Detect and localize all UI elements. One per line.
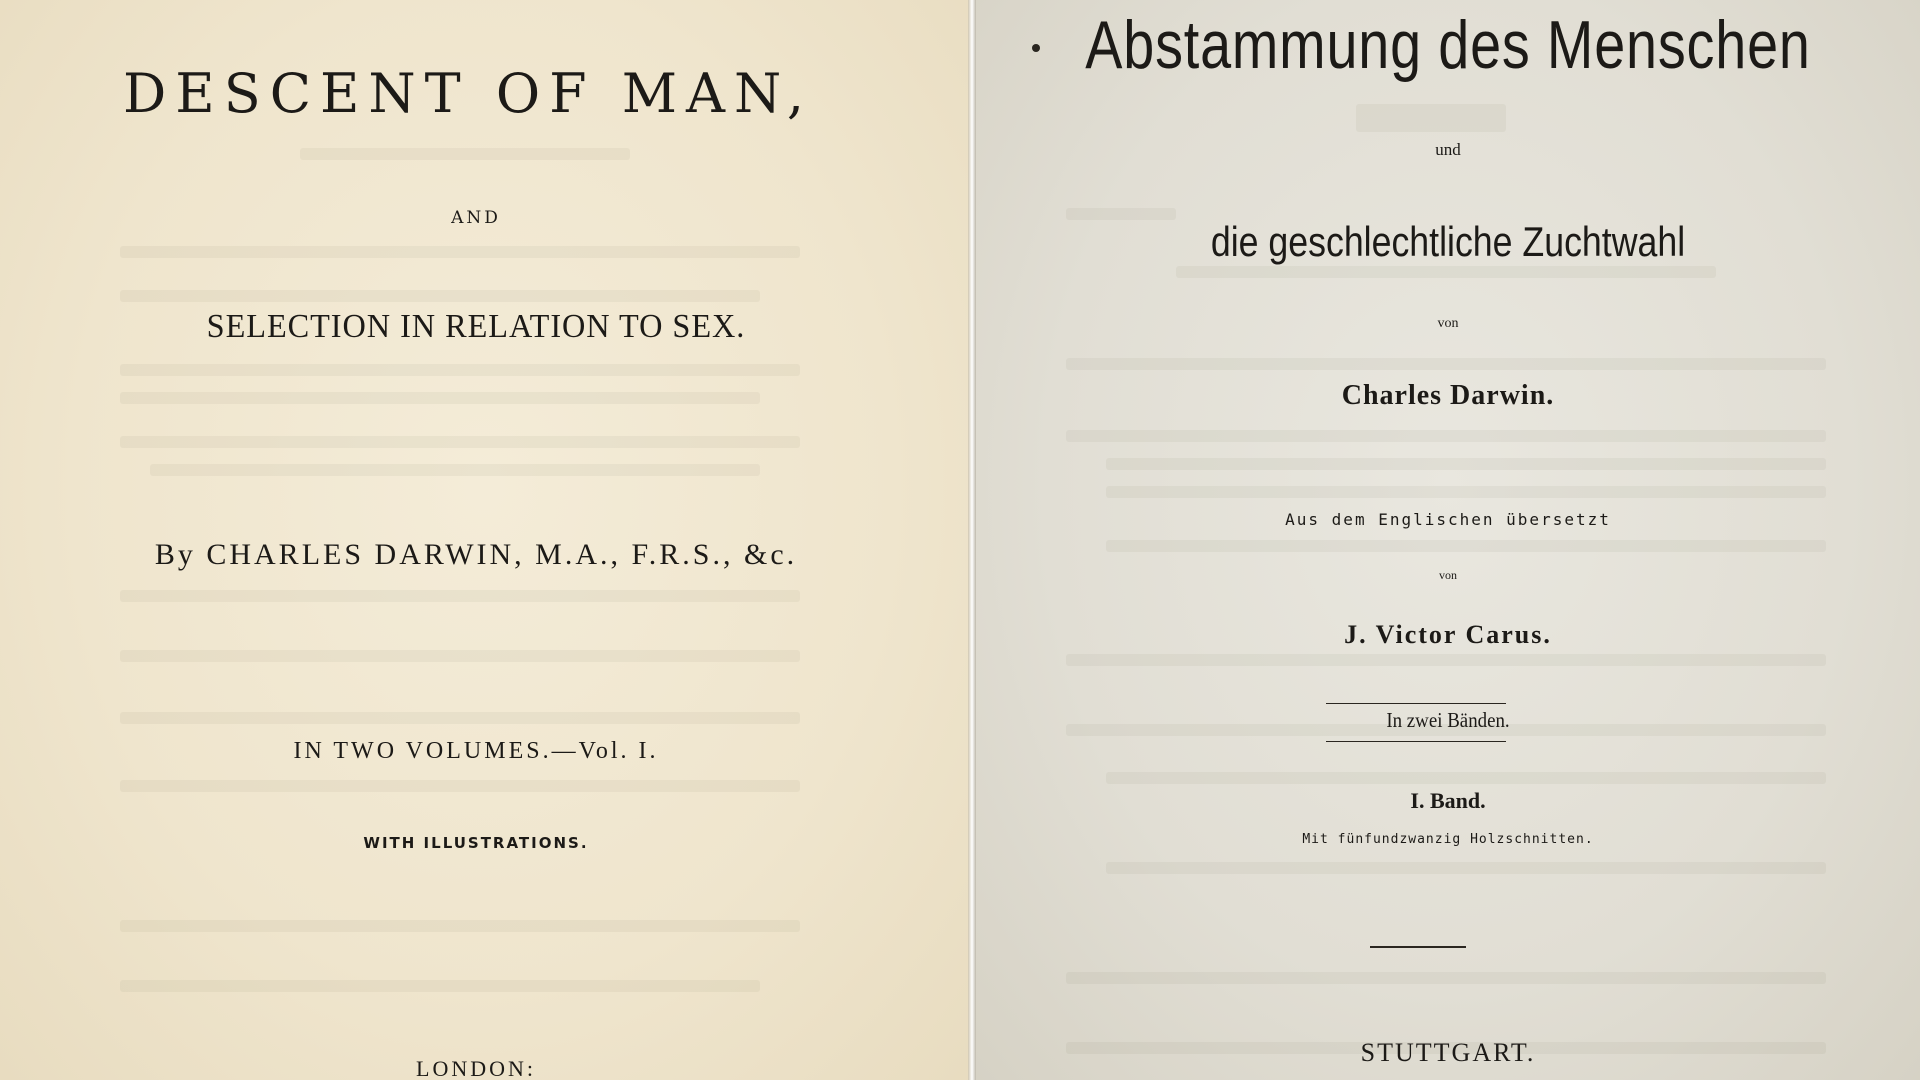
- show-through: [120, 712, 800, 724]
- show-through: [120, 920, 800, 932]
- show-through: [1106, 772, 1826, 784]
- book-subtitle: SELECTION IN RELATION TO SEX.: [206, 308, 746, 345]
- volume-line: IN TWO VOLUMES.—Vol. I.: [293, 738, 659, 764]
- author-line: By CHARLES DARWIN, M.A., F.R.S., &c.: [154, 538, 798, 571]
- bullet-mark: [1032, 44, 1040, 52]
- show-through: [120, 650, 800, 662]
- show-through: [1176, 266, 1716, 278]
- rule-line: [1326, 741, 1506, 742]
- show-through: [1106, 486, 1826, 498]
- book-subtitle: die geschlechtliche Zuchtwahl: [1210, 218, 1686, 265]
- rule-line: [1370, 946, 1466, 948]
- show-through: [1066, 430, 1826, 442]
- show-through: [1106, 862, 1826, 874]
- show-through: [1356, 104, 1506, 132]
- book-title: Abstammung des Menschen: [1085, 7, 1811, 83]
- show-through: [1066, 654, 1826, 666]
- translation-note: Aus dem Englischen übersetzt: [1285, 510, 1611, 529]
- show-through: [120, 590, 800, 602]
- translator-name: J. Victor Carus.: [1344, 620, 1552, 649]
- volume-line: In zwei Bänden.: [1386, 708, 1510, 732]
- conjunction-und: und: [1435, 140, 1461, 159]
- conjunction-and: AND: [451, 208, 501, 228]
- illustrations-note: WITH ILLUSTRATIONS.: [363, 834, 589, 852]
- woodcuts-note: Mit fünfundzwanzig Holzschnitten.: [1302, 832, 1594, 847]
- book-title: DESCENT OF MAN,: [122, 62, 814, 125]
- author-name: Charles Darwin.: [1341, 380, 1555, 411]
- page-gutter: [968, 0, 976, 1080]
- von-label: von: [1437, 316, 1459, 331]
- show-through: [300, 148, 630, 160]
- show-through: [120, 364, 800, 376]
- volume-number: I. Band.: [1410, 788, 1486, 813]
- show-through: [1106, 540, 1826, 552]
- imprint-place: LONDON:: [416, 1056, 536, 1080]
- show-through: [120, 780, 800, 792]
- show-through: [120, 290, 760, 302]
- imprint-place: STUTTGART.: [1360, 1038, 1536, 1067]
- show-through: [120, 980, 760, 992]
- show-through: [120, 392, 760, 404]
- show-through: [1066, 972, 1826, 984]
- show-through: [150, 464, 760, 476]
- german-title-page: [976, 0, 1920, 1080]
- show-through: [1106, 458, 1826, 470]
- show-through: [1066, 358, 1826, 370]
- show-through: [120, 436, 800, 448]
- show-through: [120, 246, 800, 258]
- von-label: von: [1439, 568, 1457, 582]
- rule-line: [1326, 703, 1506, 704]
